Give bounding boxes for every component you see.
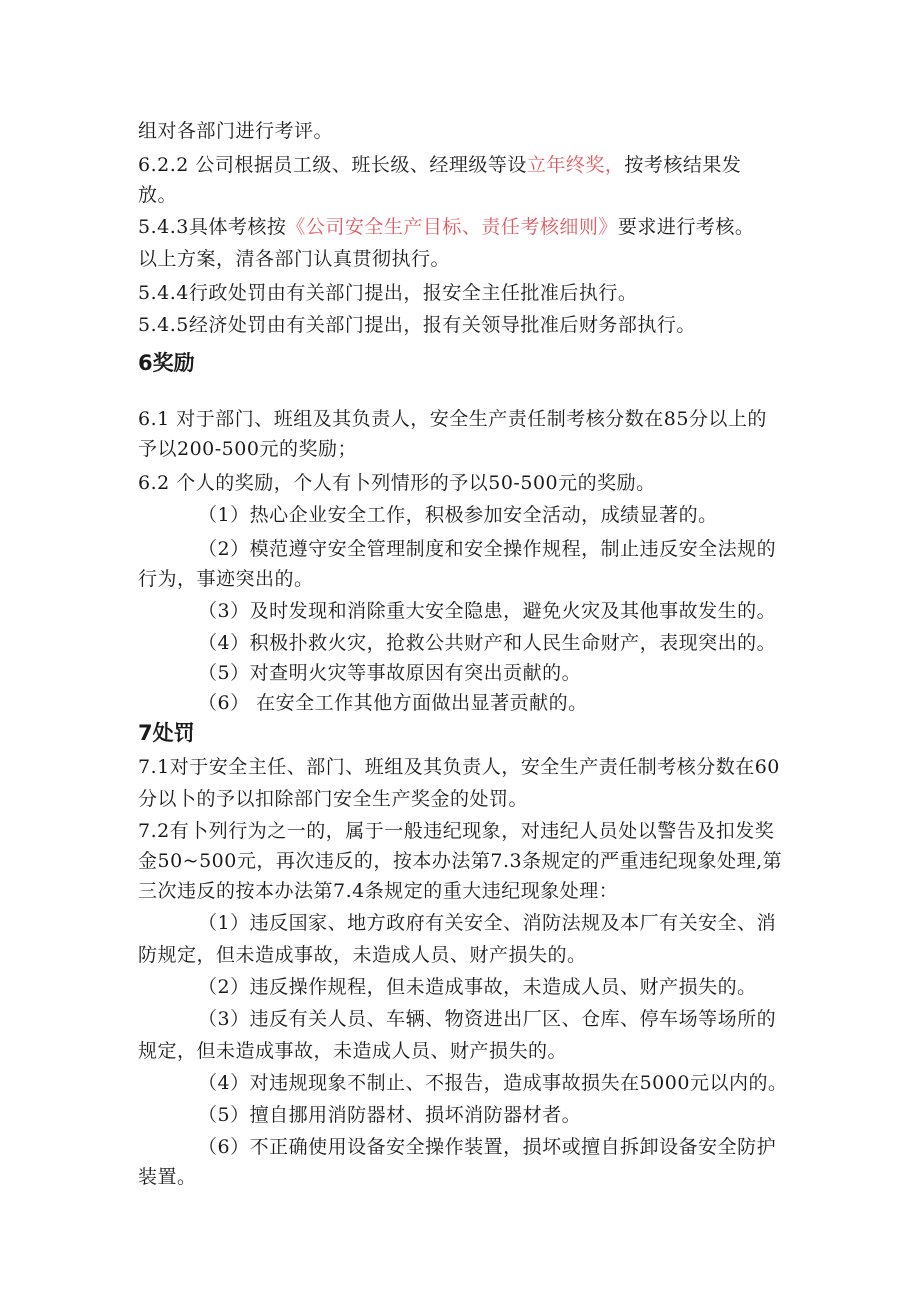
text-line: 放。 — [138, 184, 178, 206]
list-item: （3）违反有关人员、车辆、物资进出厂区、仓库、停车场等场所的 — [198, 1008, 777, 1030]
text-line: 以上方案，清各部门认真贯彻执行。 — [138, 248, 451, 270]
text-segment: 按考核结果发 — [624, 154, 742, 176]
text-line: 7.1对于安全主任、部门、班组及其负责人，安全生产责任制考核分数在60 — [138, 756, 780, 778]
text-line: 金50~500元，再次违反的，按本办法第7.3条规定的严重违纪现象处理,第 — [138, 850, 783, 872]
text-line: 分以卜的予以扣除部门安全生产奖金的处罚。 — [138, 788, 529, 810]
text-line: 予以200-500元的奖励； — [138, 438, 357, 460]
highlighted-text: 立年终奖， — [526, 154, 625, 176]
text-line: 装置。 — [138, 1166, 197, 1188]
list-item: （1）热心企业安全工作，积极参加安全活动，成绩显著的。 — [198, 504, 718, 526]
section-heading: 6奖励 — [138, 351, 195, 375]
highlighted-text: 《公司安全生产目标、责任考核细则》 — [286, 216, 618, 238]
list-item: （5）擅自挪用消防器材、损坏消防器材者。 — [198, 1104, 582, 1126]
list-item: （6） 在安全工作其他方面做出显著贡献的。 — [198, 692, 588, 714]
text-line: 6.2 个人的奖励，个人有卜列情形的予以50-500元的奖励。 — [138, 472, 656, 494]
text-line: 组对各部门进行考评。 — [138, 120, 334, 142]
text-segment: 6.2.2 公司根据员工级、班长级、经理级等设 — [138, 154, 527, 176]
text-line: 防规定，但未造成事故，未造成人员、财产损失的。 — [138, 944, 587, 966]
list-item: （2）违反操作规程，但未造成事故，未造成人员、财产损失的。 — [198, 976, 757, 998]
text-line: 行为，事迹突出的。 — [138, 568, 314, 590]
list-item: （4）对违规现象不制止、不报告，造成事故损失在5000元以内的。 — [198, 1072, 788, 1094]
text-line: 6.1 对于部门、班组及其负责人，安全生产责任制考核分数在85分以上的 — [138, 408, 767, 430]
text-line: 5.4.5经济处罚由有关部门提出，报有关领导批准后财务部执行。 — [138, 314, 696, 336]
list-item: （4）积极扑救火灾，抢救公共财产和人民生命财产，表现突出的。 — [198, 632, 777, 654]
text-line — [138, 152, 741, 178]
text-segment: 要求进行考核。 — [617, 216, 755, 238]
text-line: 三次违反的按本办法第7.4条规定的重大违纪现象处理： — [138, 880, 619, 902]
list-item: （2）模范遵守安全管理制度和安全操作规程，制止违反安全法规的 — [198, 538, 777, 560]
list-item: （6）不正确使用设备安全操作装置，损坏或擅自拆卸设备安全防护 — [198, 1136, 777, 1158]
text-line — [138, 214, 754, 240]
list-item: （1）违反国家、地方政府有关安全、消防法规及本厂有关安全、消 — [198, 912, 777, 934]
text-line: 规定，但未造成事故，未造成人员、财产损失的。 — [138, 1040, 568, 1062]
list-item: （5）对查明火灾等事故原因有突出贡献的。 — [198, 662, 582, 684]
text-line: 7.2有卜列行为之一的，属于一般违纪现象，对违纪人员处以警告及扣发奖 — [138, 820, 775, 842]
section-heading: 7处罚 — [138, 721, 195, 745]
text-segment: 5.4.3具体考核按 — [138, 216, 287, 238]
list-item: （3）及时发现和消除重大安全隐患，避免火灾及其他事故发生的。 — [198, 600, 777, 622]
text-line: 5.4.4行政处罚由有关部门提出，报安全主任批准后执行。 — [138, 282, 638, 304]
